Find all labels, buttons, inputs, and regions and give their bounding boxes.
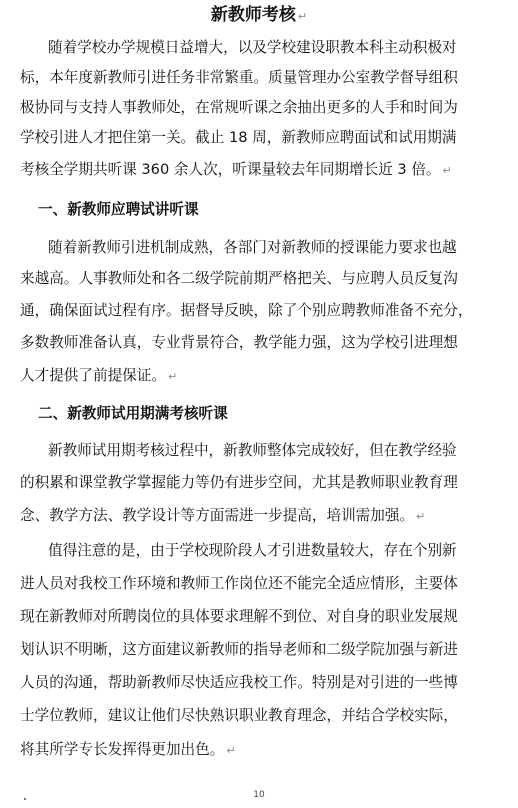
section-heading: 二、新教师试用期满考核听课 <box>38 405 228 422</box>
paragraph-line: 学校引进人才把住第一关。截止 18 周，新教师应聘面试和试用期满 <box>20 129 457 146</box>
paragraph-line: 通，确保面试过程有序。据督导反映，除了个别应聘教师准备不充分， <box>20 302 473 319</box>
paragraph-line-text: 将其所学专长发挥得更加出色。 <box>20 741 225 758</box>
paragraph-line: 划认识不明晰，这方面建议新教师的指导老师和二级学院加强与新进 <box>20 641 458 658</box>
paragraph-line: 值得注意的是，由于学校现阶段人才引进数量较大，存在个别新 <box>48 542 457 559</box>
paragraph-mark-icon: ↵ <box>442 164 452 177</box>
paragraph-mark-icon: ↵ <box>226 744 236 757</box>
paragraph-line: 进人员对我校工作环境和教师工作岗位还不能完全适应情形，主要体 <box>20 575 458 592</box>
paragraph-mark-icon: ↵ <box>416 510 426 523</box>
page-corner-marker <box>24 798 26 800</box>
paragraph-line: 的积累和课堂教学掌握能力等仍有进步空间，尤其是教师职业教育理 <box>20 474 458 491</box>
paragraph-line: 新教师试用期考核过程中，新教师整体完成较好，但在教学经验 <box>48 442 457 459</box>
document-title-text: 新教师考核 <box>210 5 296 25</box>
paragraph-line-text: 人才提供了前提保证。 <box>20 367 166 384</box>
paragraph-line: 随着学校办学规模日益增大，以及学校建设职教本科主动积极对 <box>48 39 457 56</box>
paragraph-line: 人员的沟通，帮助新教师尽快适应我校工作。特别是对引进的一些博 <box>20 674 458 691</box>
paragraph-mark-icon: ↵ <box>297 10 308 23</box>
paragraph-line <box>20 740 498 761</box>
paragraph-mark-icon: ↵ <box>167 370 178 383</box>
paragraph-line: 极协同与支持人事教师处，在常规听课之余抽出更多的人手和时间为 <box>20 99 458 116</box>
paragraph-line-text: 念、教学方法、教学设计等方面需进一步提高，培训需加强。 <box>20 507 415 524</box>
paragraph-line <box>20 506 498 527</box>
page-number: 10 <box>253 790 265 800</box>
paragraph-line: 随着新教师引进机制成熟，各部门对新教师的授课能力要求也越 <box>48 239 457 256</box>
paragraph-line: 来越高。人事教师处和各二级学院前期严格把关、与应聘人员反复沟 <box>20 270 458 287</box>
paragraph-line-text: 考核全学期共听课 360 余人次，听课量较去年同期增长近 3 倍。 <box>20 161 441 178</box>
paragraph-line <box>20 366 498 387</box>
paragraph-line: 现在新教师对所聘岗位的具体要求理解不到位、对自身的职业发展规 <box>20 608 458 625</box>
paragraph-line: 多数教师准备认真，专业背景符合，教学能力强，这为学校引进理想 <box>20 334 458 351</box>
section-heading: 一、新教师应聘试讲听课 <box>38 201 199 218</box>
paragraph-line: 士学位教师，建议让他们尽快熟识职业教育理念，并结合学校实际， <box>20 707 458 724</box>
paragraph-line: 标，本年度新教师引进任务非常繁重。质量管理办公室教学督导组积 <box>20 69 458 86</box>
paragraph-line <box>20 160 498 181</box>
document-title <box>0 4 518 28</box>
